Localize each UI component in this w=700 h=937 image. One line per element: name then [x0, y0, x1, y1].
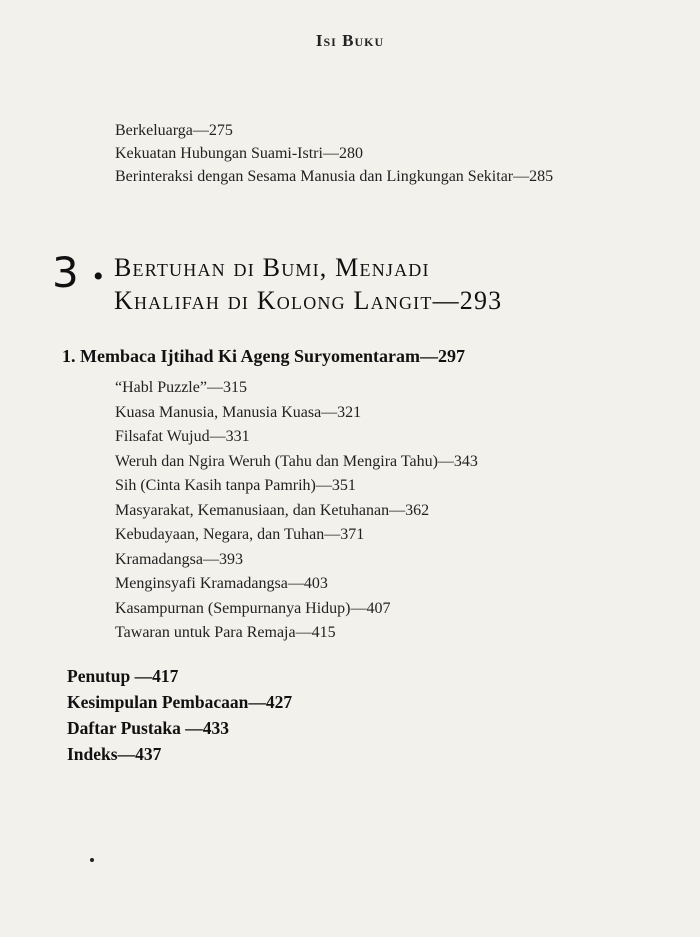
running-header: Isi Buku [315, 31, 385, 50]
toc-entry: Masyarakat, Kemanusiaan, dan Ketuhanan—362 [115, 501, 430, 519]
end-matter-entry: Kesimpulan Pembacaan—427 [67, 692, 293, 712]
toc-entry: Berinteraksi dengan Sesama Manusia dan Lingkungan Sekitar—285 [115, 168, 554, 185]
end-matter-entry: Penutup —417 [67, 666, 179, 686]
chapter-title-line-2: Khalifah di Kolong Langit—293 [114, 286, 503, 315]
section-heading: 1. Membaca Ijtihad Ki Ageng Suryomentaram—297 [62, 346, 465, 366]
chapter-title-line-1: Bertuhan di Bumi, Menjadi [114, 253, 430, 282]
end-matter-entry: Daftar Pustaka —433 [67, 718, 230, 738]
chapter-number-dot: • [93, 260, 104, 293]
toc-entry: Tawaran untuk Para Remaja—415 [115, 624, 336, 641]
toc-entry: Sih (Cinta Kasih tanpa Pamrih)—351 [115, 477, 356, 494]
toc-entry: Kasampurnan (Sempurnanya Hidup)—407 [115, 599, 391, 617]
chapter-heading [52, 248, 672, 328]
chapter-number: 3 [52, 248, 79, 297]
top-toc-list [115, 119, 553, 188]
end-matter-entry: Indeks—437 [67, 744, 162, 764]
toc-entry: Kebudayaan, Negara, dan Tuhan—371 [115, 526, 365, 543]
toc-entry: Berkeluarga—275 [115, 122, 233, 139]
chapter-title [114, 251, 502, 317]
toc-entry: Menginsyafi Kramadangsa—403 [115, 575, 328, 592]
toc-entry: Kuasa Manusia, Manusia Kuasa—321 [115, 403, 362, 421]
toc-entry: Weruh dan Ngira Weruh (Tahu dan Mengira Tahu)—343 [115, 452, 478, 470]
ink-speck [90, 858, 94, 862]
toc-entry: Kramadangsa—393 [115, 550, 243, 568]
toc-entry: Filsafat Wujud—331 [115, 428, 250, 445]
toc-entry: Kekuatan Hubungan Suami-Istri—280 [115, 145, 363, 162]
section-toc-list [115, 376, 478, 646]
toc-entry: “Habl Puzzle”—315 [115, 379, 247, 396]
end-matter-list [67, 663, 292, 767]
